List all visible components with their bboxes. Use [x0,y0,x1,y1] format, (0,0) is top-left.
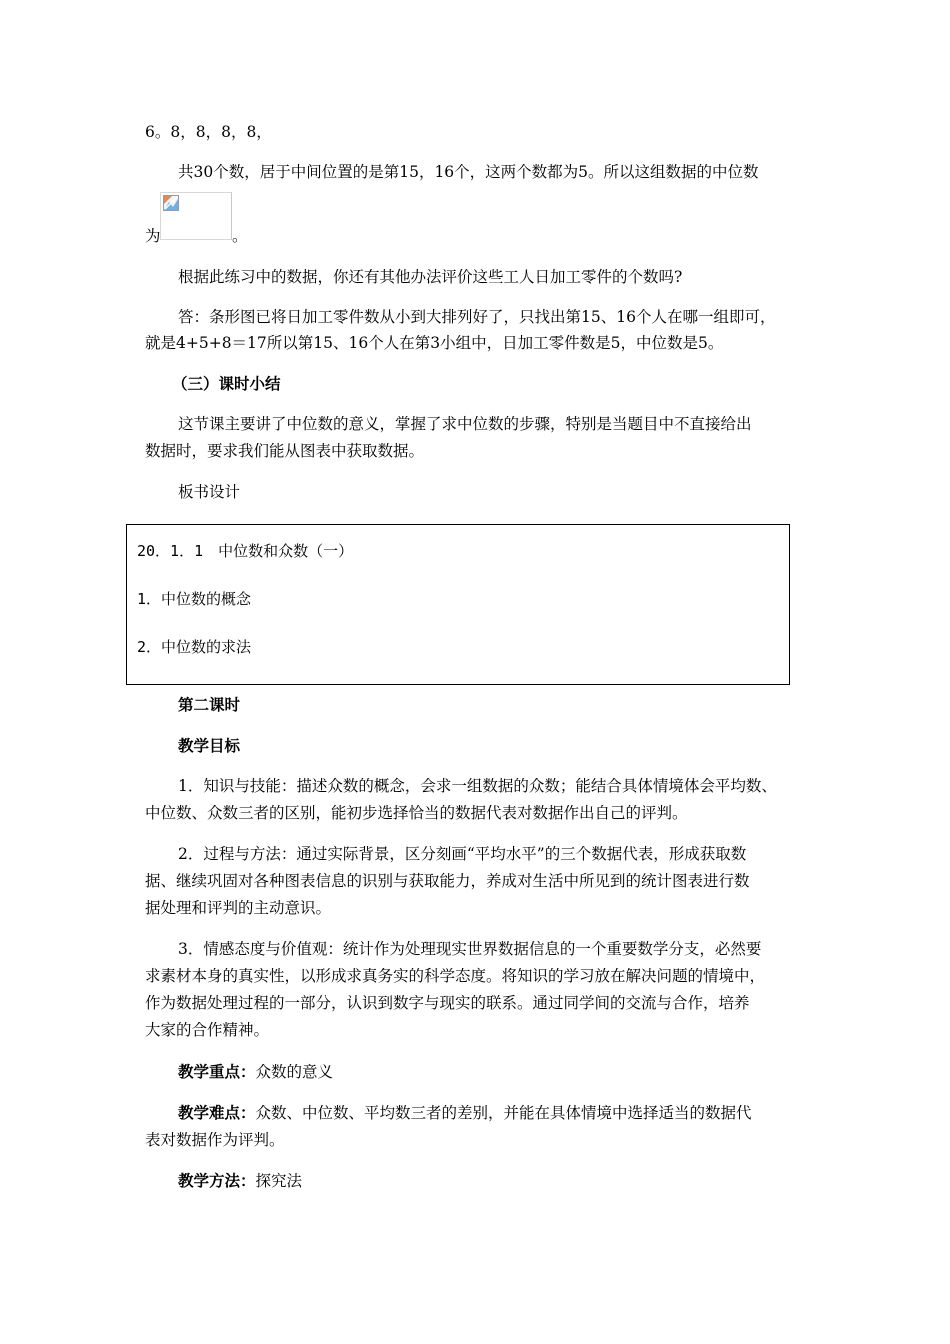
goal-line: 作为数据处理过程的一部分，认识到数字与现实的联系。通过同学间的交流与合作，培养 [145,994,750,1012]
method-text: 探究法 [255,1172,303,1190]
goal-line: 3．情感态度与价值观：统计作为处理现实世界数据信息的一个重要数学分支，必然要 [178,940,762,958]
difficulty-text: 众数、中位数、平均数三者的差别，并能在具体情境中选择适当的数据代 [255,1104,752,1122]
section-heading: （三）课时小结 [172,374,281,393]
answer-line: 答：条形图已将日加工零件数从小到大排列好了，只找出第15、16个人在哪一组即可， [178,308,776,326]
method-line [178,1171,302,1191]
paragraph-line: 为 [145,227,161,245]
board-design-label: 板书设计 [178,483,241,501]
difficulty-label: 教学难点： [178,1103,256,1122]
board-design-box [126,524,790,685]
summary-line: 数据时，要求我们能从图表中获取数据。 [145,442,425,460]
goals-heading: 教学目标 [178,736,241,755]
difficulty-line: 表对数据作为评判。 [145,1131,285,1149]
method-label: 教学方法： [178,1171,256,1190]
paragraph-line: 共30个数，居于中间位置的是第15，16个，这两个数都为5。所以这组数据的中位数 [178,163,759,181]
key-point-label: 教学重点： [178,1062,256,1081]
key-point-text: 众数的意义 [255,1063,334,1081]
goal-line: 大家的合作精神。 [145,1021,270,1039]
goal-line: 2．过程与方法：通过实际背景，区分刻画“平均水平”的三个数据代表，形成获取数 [178,845,747,863]
lesson-heading: 第二课时 [178,695,241,714]
summary-line: 这节课主要讲了中位数的意义，掌握了求中位数的步骤，特别是当题目中不直接给出 [178,415,752,433]
goal-line: 中位数、众数三者的区别，能初步选择恰当的数据代表对数据作出自己的评判。 [145,804,688,822]
key-point-line [178,1062,333,1082]
goal-line: 1．知识与技能：描述众数的概念，会求一组数据的众数；能结合具体情境体会平均数、 [178,777,777,795]
formula-image-placeholder [160,192,232,240]
answer-line: 就是4+5+8＝17所以第15、16个人在第3小组中，日加工零件数是5，中位数是5。 [145,334,724,352]
difficulty-line [178,1103,752,1123]
goal-line: 求素材本身的真实性，以形成求真务实的科学态度。将知识的学习放在解决问题的情境中， [145,967,766,985]
board-item: 2．中位数的求法 [137,638,252,656]
goal-line: 据、继续巩固对各种图表信息的识别与获取能力，养成对生活中所见到的统计图表进行数 [145,872,750,890]
paragraph-line: 。 [232,227,248,245]
board-item: 1．中位数的概念 [137,590,252,608]
question-line: 根据此练习中的数据，你还有其他办法评价这些工人日加工零件的个数吗? [178,268,683,286]
board-title: 20．1．1 中位数和众数（一） [137,542,354,560]
broken-image-icon [163,195,179,211]
data-list-line: 6。8，8，8，8， [145,123,272,141]
goal-line: 据处理和评判的主动意识。 [145,899,332,917]
